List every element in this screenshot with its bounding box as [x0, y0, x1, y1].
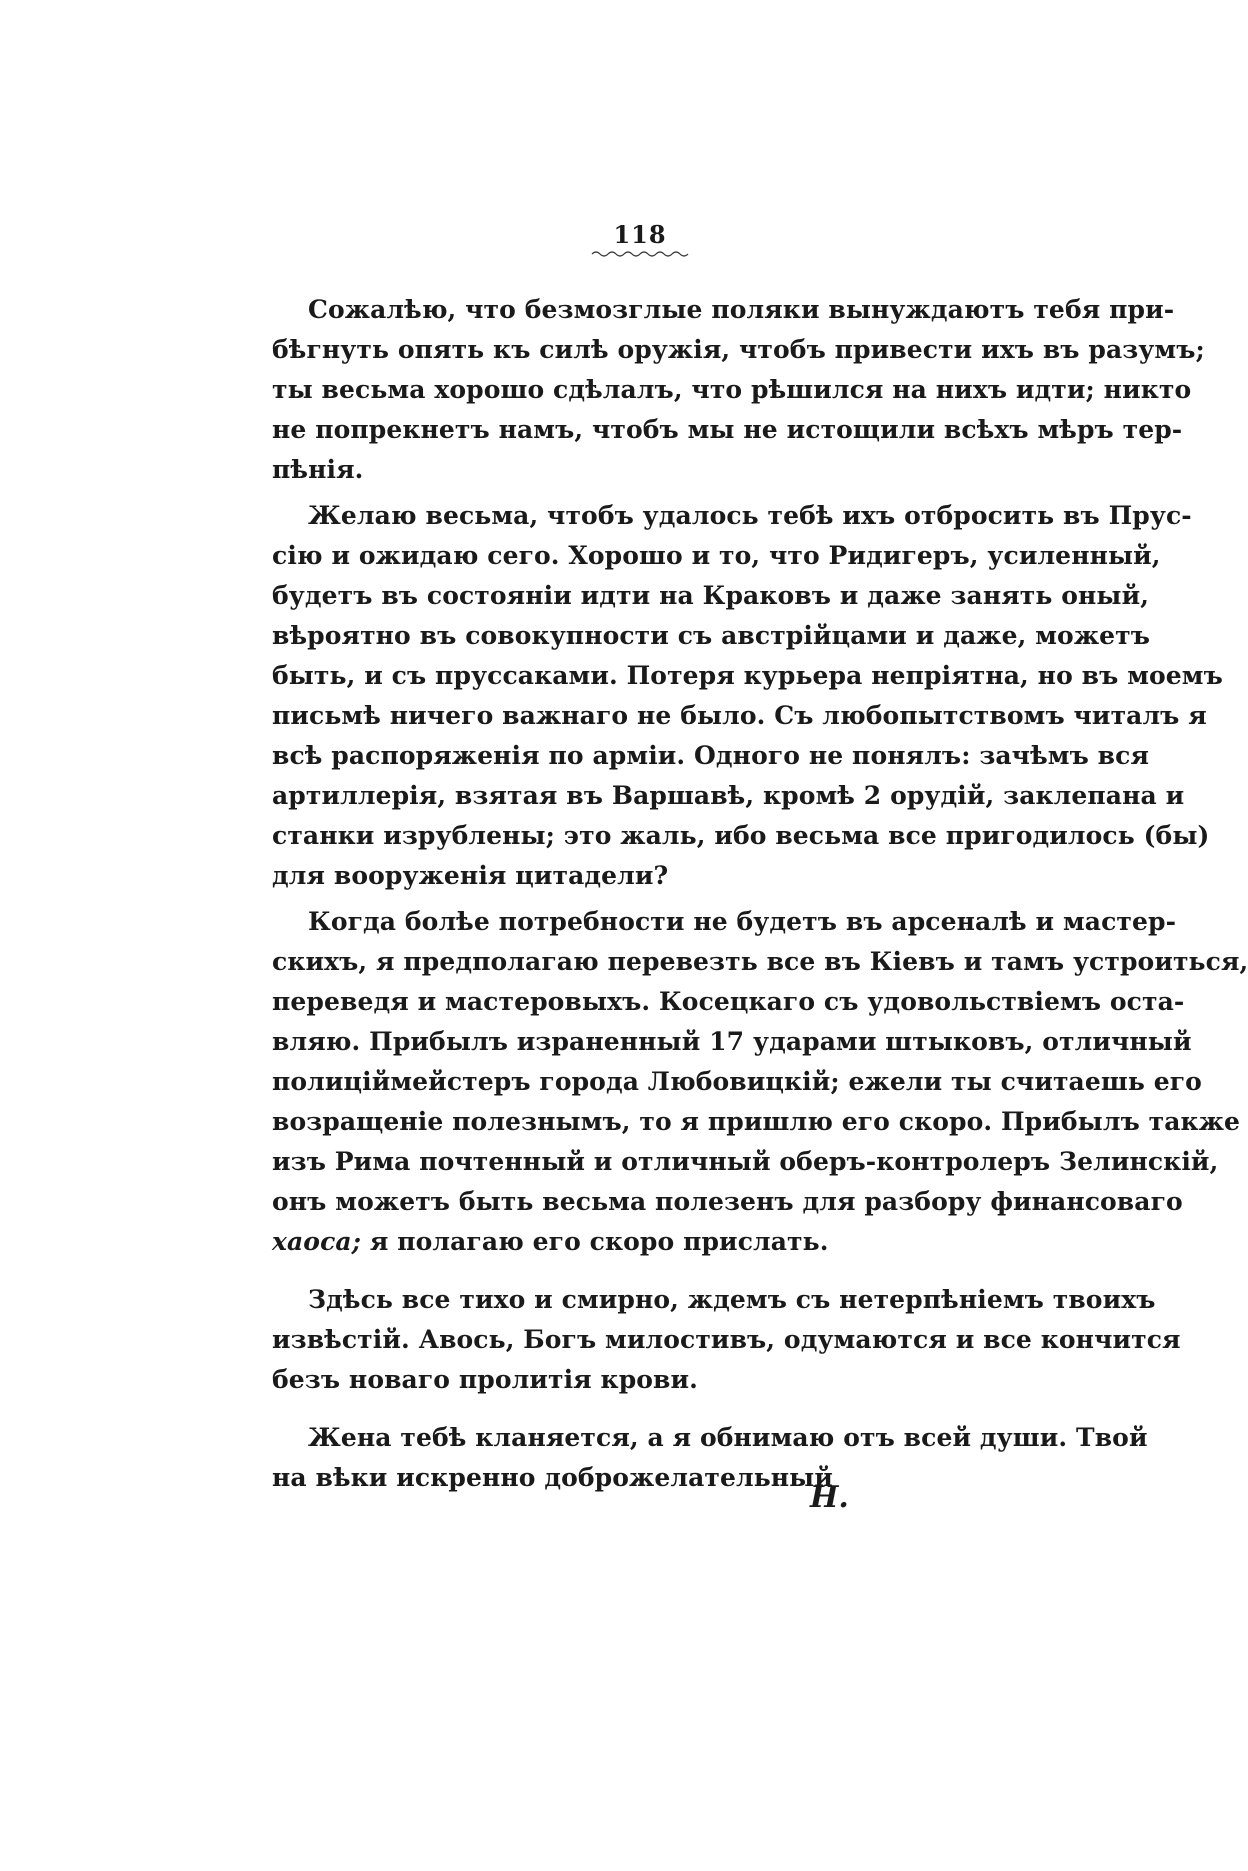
text-line: на вѣки искренно доброжелательный — [272, 1463, 833, 1492]
paragraph-4 — [272, 1280, 1181, 1400]
text-line: не попрекнетъ намъ, чтобъ мы не истощили всѣхъ мѣръ тер- — [272, 415, 1183, 444]
text-line: станки изрублены; это жаль, ибо весьма все пригодилось (бы) — [272, 821, 1210, 850]
text-line: сію и ожидаю сего. Хорошо и то, что Ридигеръ, усиленный, — [272, 541, 1161, 570]
text-line: вѣроятно въ совокупности съ австрійцами и даже, можетъ — [272, 621, 1151, 650]
text-line: переведя и мастеровыхъ. Косецкаго съ удовольствіемъ оста- — [272, 987, 1185, 1016]
text-line: вляю. Прибылъ израненный 17 ударами штыковъ, отличный — [272, 1027, 1192, 1056]
text-line: быть, и съ пруссаками. Потеря курьера непріятна, но въ моемъ — [272, 661, 1223, 690]
text-line: ты весьма хорошо сдѣлалъ, что рѣшился на нихъ идти; никто — [272, 375, 1192, 404]
text-line: онъ можетъ быть весьма полезенъ для разбору финансоваго — [272, 1187, 1183, 1216]
italic-word: хаоса; — [272, 1227, 362, 1256]
text-line — [272, 1222, 1026, 1262]
paragraph-5 — [272, 1418, 1148, 1498]
text-line: извѣстій. Авось, Богъ милостивъ, одумаются и все кончится — [272, 1325, 1181, 1354]
letter-body — [272, 290, 1248, 1498]
text-line: пѣнія. — [272, 455, 364, 484]
text-line: Когда болѣе потребности не будетъ въ арсеналѣ и мастер- — [308, 907, 1177, 936]
wavy-ornament — [590, 249, 690, 259]
text-line: для вооруженія цитадели? — [272, 861, 669, 890]
text-line: полиціймейстеръ города Любовицкій; ежели ты считаешь его — [272, 1067, 1202, 1096]
text-fragment: я полагаю его скоро прислать. — [361, 1227, 829, 1256]
text-line: артиллерія, взятая въ Варшавѣ, кромѣ 2 орудій, заклепана и — [272, 781, 1185, 810]
text-line: Сожалѣю, что безмозглые поляки вынуждаютъ тебя при- — [308, 295, 1175, 324]
text-line: изъ Рима почтенный и отличный оберъ-контролеръ Зелинскій, — [272, 1147, 1219, 1176]
text-line: возращеніе полезнымъ, то я пришлю его скоро. Прибылъ также — [272, 1107, 1241, 1136]
text-line: Здѣсь все тихо и смирно, ждемъ съ нетерпѣніемъ твоихъ — [308, 1285, 1156, 1314]
text-line: будетъ въ состояніи идти на Краковъ и даже занять оный, — [272, 581, 1150, 610]
paragraph-1 — [272, 290, 1205, 490]
paragraph-3 — [272, 902, 1248, 1262]
text-line: Желаю весьма, чтобъ удалось тебѣ ихъ отбросить въ Прус- — [308, 501, 1192, 530]
page-header — [560, 220, 720, 259]
text-line: всѣ распоряженія по арміи. Одного не понялъ: зачѣмъ вся — [272, 741, 1150, 770]
paragraph-2 — [272, 496, 1223, 896]
text-line: скихъ, я предполагаю перевезть все въ Кіевъ и тамъ устроиться, — [272, 947, 1248, 976]
text-line: Жена тебѣ кланяется, а я обнимаю отъ всей души. Твой — [308, 1423, 1148, 1452]
signature: Н. — [810, 1480, 849, 1515]
text-line: безъ новаго пролитія крови. — [272, 1365, 698, 1394]
text-line: письмѣ ничего важнаго не было. Съ любопытствомъ читалъ я — [272, 701, 1207, 730]
text-line: бѣгнуть опять къ силѣ оружія, чтобъ привести ихъ въ разумъ; — [272, 335, 1205, 364]
page-number: 118 — [613, 220, 667, 249]
